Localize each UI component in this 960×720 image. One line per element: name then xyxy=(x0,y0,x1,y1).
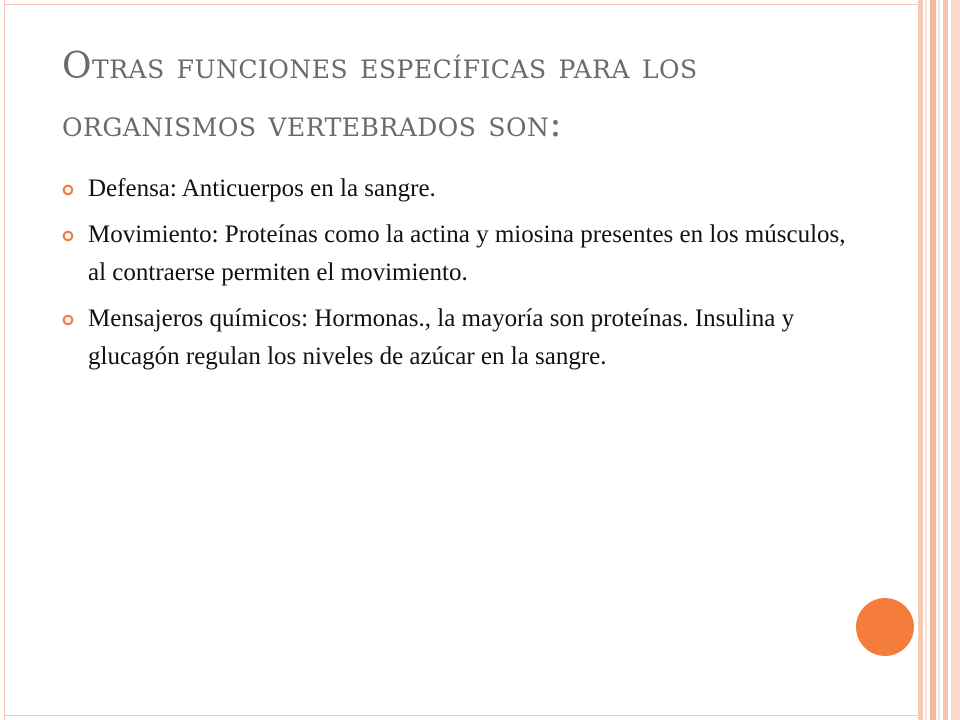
decor-bar xyxy=(930,0,936,720)
bullet-item xyxy=(62,216,862,292)
decor-bar xyxy=(938,0,940,720)
frame-line-left xyxy=(4,0,5,720)
bullet-text: Defensa: Anticuerpos en la sangre. xyxy=(88,175,436,202)
right-decorative-bars xyxy=(918,0,960,720)
frame-line-top xyxy=(4,4,918,5)
orange-ring-icon xyxy=(62,184,74,196)
frame-line-bottom xyxy=(4,715,918,716)
slide-title: Otras funciones específicas para los organismos vertebrados son: xyxy=(62,46,698,145)
orange-ring-icon xyxy=(62,230,74,242)
bullet-item xyxy=(62,170,862,208)
orange-ring-icon xyxy=(62,314,74,326)
decor-bar xyxy=(951,0,960,720)
orange-circle-decoration xyxy=(856,598,914,656)
decor-bar xyxy=(943,0,948,720)
decor-bar xyxy=(925,0,927,720)
decor-bar xyxy=(918,0,923,720)
bullet-list xyxy=(62,170,862,384)
bullet-text: Mensajeros químicos: Hormonas., la mayoría son proteínas. Insulina y glucagón regulan los niveles de azúcar en la sangre. xyxy=(88,305,795,370)
bullet-text: Movimiento: Proteínas como la actina y miosina presentes en los músculos, al contraerse permiten el movimiento. xyxy=(88,221,846,286)
bullet-item xyxy=(62,300,862,376)
